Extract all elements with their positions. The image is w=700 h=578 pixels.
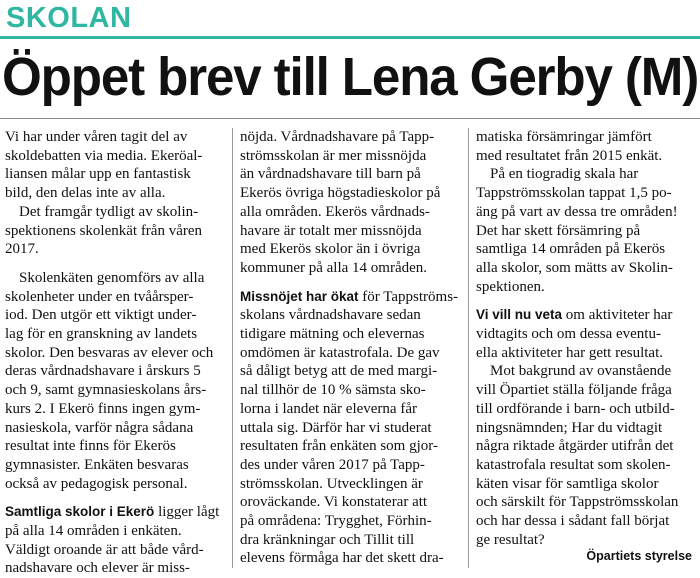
line-text: strömsskolan. Utvecklingen är [240, 475, 423, 492]
line-text: med Ekerös skolor än i övriga [240, 241, 421, 258]
text-line [476, 184, 694, 203]
line-text: skolans vårdnadshavare sedan [240, 307, 421, 324]
paragraph-gap [5, 259, 223, 269]
text-line [476, 306, 694, 325]
section-label: SKOLAN [6, 2, 132, 34]
line-text: ligger lågt [154, 504, 220, 521]
text-line [240, 400, 462, 419]
line-text: iod. Den utgör ett viktigt under- [5, 307, 197, 324]
line-text: spektionen. [476, 278, 545, 295]
line-text: nadshavare och elever är miss- [5, 560, 190, 577]
line-text: Tappströmsskolan tappat 1,5 po- [476, 185, 672, 202]
line-text: Det har skett försämring på [476, 222, 641, 239]
text-line [476, 456, 694, 475]
line-text: Vi har under våren tagit del av [5, 129, 188, 145]
text-line [5, 147, 223, 166]
line-text: alla skolor, som mätts av Skolin- [476, 259, 673, 276]
line-text: till ordförande i barn- och utbild- [476, 400, 675, 417]
text-line [5, 203, 223, 222]
section-header [0, 0, 700, 39]
text-line [240, 147, 462, 166]
text-line [240, 259, 462, 278]
text-line [476, 203, 694, 222]
text-line [5, 165, 223, 184]
article-column-2 [240, 128, 462, 568]
line-text: oroväckande. Vi konstaterar att [240, 494, 428, 511]
line-text: nöjda. Vårdnadshavare på Tapp- [240, 129, 435, 145]
line-text: omdömen är katastrofala. De gav [240, 344, 440, 361]
line-text: på områdena: Trygghet, Förhin- [240, 513, 432, 530]
text-line [240, 362, 462, 381]
line-text: uttala sig. Därför har vi studerat [240, 419, 432, 436]
paragraph-gap [476, 296, 694, 306]
text-line [5, 400, 223, 419]
text-line [476, 259, 694, 278]
text-line [476, 400, 694, 419]
text-line [240, 475, 462, 494]
text-line [240, 512, 462, 531]
article-column-1 [5, 128, 223, 578]
line-text: käten visar för samtliga skolor [476, 475, 659, 492]
text-line [5, 128, 223, 147]
text-line [5, 269, 223, 288]
text-line [240, 456, 462, 475]
text-line [5, 240, 223, 259]
line-text: alla områden. Ekerös vårdnads- [240, 203, 430, 220]
line-text: deras vårdnadshavare i årskurs 5 [5, 363, 201, 380]
line-text: på alla 14 områden i enkäten. [5, 523, 182, 540]
line-text: än vårdnadshavare till barn på [240, 166, 421, 183]
line-text: katastrofala resultat som skolen- [476, 456, 671, 473]
line-text: Skolenkäten genomförs av alla [19, 269, 205, 286]
line-text: ella aktiviteter har gett resultat. [476, 344, 664, 361]
text-line [5, 362, 223, 381]
line-text: så dåligt betyg att de med margi- [240, 363, 438, 380]
text-line [240, 419, 462, 438]
text-line [5, 503, 223, 522]
text-line [5, 559, 223, 578]
text-line [476, 362, 694, 381]
line-text: nasieskola, varför några sådana [5, 419, 194, 436]
text-line [240, 531, 462, 550]
line-text: med resultatet från 2015 enkät. [476, 147, 663, 164]
line-text: tidigare mätning och elevernas [240, 326, 425, 343]
text-line [240, 128, 462, 147]
line-text: några riktade åtgärder utifrån det [476, 438, 674, 455]
line-text: spektionens skolenkät från våren [5, 222, 203, 239]
text-line [476, 147, 694, 166]
text-line [476, 128, 694, 147]
line-text: lag för en granskning av landets [5, 326, 198, 343]
text-line [240, 381, 462, 400]
text-line [476, 512, 694, 531]
text-line [240, 203, 462, 222]
line-text: skolenheter under en tvåårsper- [5, 288, 194, 305]
line-text: des under våren 2017 på Tapp- [240, 456, 425, 473]
line-text: kurs 2. I Ekerö finns ingen gym- [5, 400, 201, 417]
text-line [240, 240, 462, 259]
text-line [5, 344, 223, 363]
line-text: strömsskolan är mer missnöjda [240, 147, 427, 164]
text-line [476, 344, 694, 363]
text-line [5, 419, 223, 438]
line-text: resultat inte finns för Ekerös [5, 438, 176, 455]
text-line [5, 306, 223, 325]
text-line [240, 288, 462, 307]
text-line [476, 222, 694, 241]
text-line [476, 278, 694, 297]
text-line [5, 456, 223, 475]
text-line [5, 288, 223, 307]
line-text: liansen målar upp en fantastisk [5, 166, 191, 183]
line-text: skoldebatten via media. Ekeröal- [5, 147, 203, 164]
line-text: Det framgår tydligt av skolin- [19, 203, 199, 220]
text-line [476, 493, 694, 512]
line-text: ge resultat? [476, 531, 545, 548]
text-line [476, 475, 694, 494]
text-line [476, 325, 694, 344]
text-line [5, 437, 223, 456]
line-text: På en tiogradig skala har [490, 166, 639, 183]
text-line [5, 522, 223, 541]
line-text: vidtagits och om dessa eventu- [476, 326, 661, 343]
text-line [5, 325, 223, 344]
line-text: gymnasister. Enkäten besvaras [5, 456, 189, 473]
signature: Öpartiets styrelse [586, 549, 692, 563]
text-line [5, 381, 223, 400]
line-text: elevens förmåga har det skett dra- [240, 550, 444, 567]
line-text: och 9, samt gymnasieskolans års- [5, 382, 207, 399]
line-text: och särskilt för Tappströmsskolan [476, 494, 679, 511]
text-line [5, 222, 223, 241]
line-text: Ekerös övriga högstadieskolor på [240, 185, 441, 202]
line-text: Mot bakgrund av ovanstående [490, 363, 672, 380]
text-line [240, 222, 462, 241]
line-text: vill Öpartiet ställa följande fråga [476, 382, 672, 399]
line-text: dra kränkningar och Tillit till [240, 531, 415, 548]
text-line [476, 165, 694, 184]
line-text: Väldigt oroande är att både vård- [5, 541, 204, 558]
article-column-3 [476, 128, 694, 549]
text-line [476, 381, 694, 400]
line-text: samtliga 14 områden på Ekerös [476, 241, 666, 258]
column-divider [468, 128, 469, 568]
text-line [240, 437, 462, 456]
lead-in-bold: Samtliga skolor i Ekerö [5, 504, 155, 520]
line-text: kommuner på alla 14 områden. [240, 259, 428, 276]
paragraph-gap [5, 493, 223, 503]
paragraph-gap [240, 278, 462, 288]
text-line [240, 549, 462, 568]
line-text: lorna i landet när eleverna får [240, 400, 417, 417]
text-line [240, 344, 462, 363]
line-text: och har dessa i sådant fall börjat [476, 513, 670, 530]
text-line [5, 184, 223, 203]
headline: Öppet brev till Lena Gerby (M) [2, 47, 699, 107]
line-text: äng på vart av dessa tre områden! [476, 203, 678, 220]
line-text: resultaten från enkäten som gjor- [240, 438, 438, 455]
text-line [240, 325, 462, 344]
line-text: matiska försämringar jämfört [476, 129, 652, 145]
text-line [240, 306, 462, 325]
line-text: bild, den delas inte av alla. [5, 185, 166, 202]
lead-in-bold: Vi vill nu veta [476, 307, 563, 323]
line-text: för Tappströms- [358, 288, 459, 305]
text-line [240, 493, 462, 512]
text-line [476, 531, 694, 550]
line-text: 2017. [5, 241, 39, 258]
line-text: om aktiviteter har [562, 307, 673, 324]
headline-rule [0, 118, 700, 119]
line-text: havare är totalt mer missnöjda [240, 222, 422, 239]
line-text: ningsnämnden; Har du vidtagit [476, 419, 663, 436]
text-line [5, 475, 223, 494]
line-text: också av pedagogisk personal. [5, 475, 188, 492]
text-line [476, 437, 694, 456]
text-line [240, 165, 462, 184]
column-divider [232, 128, 233, 568]
text-line [240, 184, 462, 203]
text-line [5, 541, 223, 560]
lead-in-bold: Missnöjet har ökat [240, 288, 359, 304]
text-line [476, 419, 694, 438]
line-text: skolor. Den besvaras av elever och [5, 344, 214, 361]
line-text: nal tillhör de 10 % sämsta sko- [240, 382, 426, 399]
text-line [476, 240, 694, 259]
